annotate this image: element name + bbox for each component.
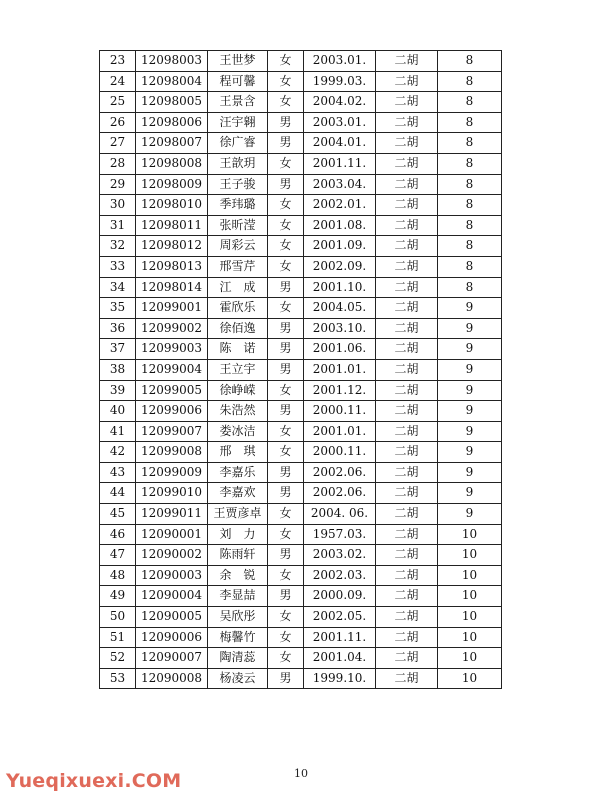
cell-grade-level: 10 — [438, 524, 502, 545]
cell-gender: 男 — [268, 586, 304, 607]
cell-serial-number: 50 — [100, 607, 136, 628]
table-row — [100, 483, 502, 504]
cell-name: 王景含 — [208, 92, 268, 113]
cell-birth-date: 2002.09. — [304, 256, 376, 277]
cell-grade-level: 10 — [438, 545, 502, 566]
cell-gender: 男 — [268, 483, 304, 504]
cell-birth-date: 2003.01. — [304, 112, 376, 133]
cell-serial-number: 51 — [100, 627, 136, 648]
cell-birth-date: 2001.01. — [304, 359, 376, 380]
cell-gender: 女 — [268, 565, 304, 586]
cell-serial-number: 30 — [100, 195, 136, 216]
cell-serial-number: 31 — [100, 215, 136, 236]
cell-exam-id: 12098003 — [136, 51, 208, 72]
cell-gender: 女 — [268, 421, 304, 442]
cell-serial-number: 53 — [100, 668, 136, 689]
cell-instrument: 二胡 — [376, 607, 438, 628]
cell-grade-level: 8 — [438, 215, 502, 236]
cell-instrument: 二胡 — [376, 380, 438, 401]
cell-grade-level: 9 — [438, 442, 502, 463]
cell-instrument: 二胡 — [376, 545, 438, 566]
cell-birth-date: 2003.04. — [304, 174, 376, 195]
cell-grade-level: 10 — [438, 668, 502, 689]
cell-exam-id: 12090004 — [136, 586, 208, 607]
cell-instrument: 二胡 — [376, 524, 438, 545]
cell-exam-id: 12090007 — [136, 648, 208, 669]
cell-gender: 女 — [268, 256, 304, 277]
cell-exam-id: 12099011 — [136, 504, 208, 525]
cell-exam-id: 12098010 — [136, 195, 208, 216]
cell-name: 娄冰洁 — [208, 421, 268, 442]
cell-serial-number: 33 — [100, 256, 136, 277]
cell-serial-number: 34 — [100, 277, 136, 298]
cell-exam-id: 12090006 — [136, 627, 208, 648]
table-row — [100, 545, 502, 566]
cell-grade-level: 10 — [438, 565, 502, 586]
cell-instrument: 二胡 — [376, 442, 438, 463]
cell-gender: 男 — [268, 668, 304, 689]
site-watermark: Yueqixuexi.COM — [6, 770, 182, 792]
cell-grade-level: 8 — [438, 277, 502, 298]
table-row — [100, 565, 502, 586]
cell-birth-date: 2000.09. — [304, 586, 376, 607]
cell-exam-id: 12099005 — [136, 380, 208, 401]
cell-name: 李显喆 — [208, 586, 268, 607]
table-row — [100, 607, 502, 628]
cell-instrument: 二胡 — [376, 51, 438, 72]
cell-grade-level: 10 — [438, 627, 502, 648]
cell-instrument: 二胡 — [376, 483, 438, 504]
cell-grade-level: 8 — [438, 195, 502, 216]
cell-name: 王立宇 — [208, 359, 268, 380]
cell-grade-level: 9 — [438, 339, 502, 360]
cell-birth-date: 2004.02. — [304, 92, 376, 113]
cell-instrument: 二胡 — [376, 627, 438, 648]
cell-name: 刘 力 — [208, 524, 268, 545]
cell-name: 陈 诺 — [208, 339, 268, 360]
cell-grade-level: 10 — [438, 648, 502, 669]
cell-name: 邢雪芹 — [208, 256, 268, 277]
cell-gender: 女 — [268, 442, 304, 463]
cell-instrument: 二胡 — [376, 256, 438, 277]
table-row — [100, 153, 502, 174]
cell-instrument: 二胡 — [376, 421, 438, 442]
cell-grade-level: 8 — [438, 153, 502, 174]
cell-grade-level: 9 — [438, 504, 502, 525]
cell-exam-id: 12099004 — [136, 359, 208, 380]
cell-name: 霍欣乐 — [208, 298, 268, 319]
cell-serial-number: 27 — [100, 133, 136, 154]
cell-serial-number: 47 — [100, 545, 136, 566]
cell-birth-date: 2004.05. — [304, 298, 376, 319]
cell-exam-id: 12090002 — [136, 545, 208, 566]
cell-birth-date: 2002.05. — [304, 607, 376, 628]
table-row — [100, 92, 502, 113]
cell-grade-level: 10 — [438, 607, 502, 628]
cell-grade-level: 10 — [438, 586, 502, 607]
cell-birth-date: 2001.09. — [304, 236, 376, 257]
cell-serial-number: 25 — [100, 92, 136, 113]
cell-gender: 男 — [268, 462, 304, 483]
cell-serial-number: 49 — [100, 586, 136, 607]
table-row — [100, 524, 502, 545]
cell-gender: 女 — [268, 236, 304, 257]
cell-instrument: 二胡 — [376, 339, 438, 360]
cell-gender: 女 — [268, 92, 304, 113]
table-row — [100, 112, 502, 133]
cell-serial-number: 38 — [100, 359, 136, 380]
cell-grade-level: 8 — [438, 112, 502, 133]
cell-instrument: 二胡 — [376, 648, 438, 669]
cell-instrument: 二胡 — [376, 359, 438, 380]
table-row — [100, 215, 502, 236]
cell-grade-level: 8 — [438, 51, 502, 72]
cell-exam-id: 12099010 — [136, 483, 208, 504]
cell-gender: 女 — [268, 607, 304, 628]
cell-exam-id: 12099001 — [136, 298, 208, 319]
cell-gender: 男 — [268, 133, 304, 154]
cell-name: 周彩云 — [208, 236, 268, 257]
cell-exam-id: 12090001 — [136, 524, 208, 545]
table-row — [100, 298, 502, 319]
table-row — [100, 51, 502, 72]
table-row — [100, 318, 502, 339]
cell-exam-id: 12098012 — [136, 236, 208, 257]
cell-name: 张昕滢 — [208, 215, 268, 236]
cell-instrument: 二胡 — [376, 298, 438, 319]
cell-gender: 男 — [268, 401, 304, 422]
cell-birth-date: 2000.11. — [304, 442, 376, 463]
cell-serial-number: 36 — [100, 318, 136, 339]
table-row — [100, 462, 502, 483]
cell-gender: 女 — [268, 648, 304, 669]
cell-instrument: 二胡 — [376, 586, 438, 607]
page-number: 10 — [294, 767, 308, 780]
cell-birth-date: 2001.06. — [304, 339, 376, 360]
table-row — [100, 339, 502, 360]
cell-gender: 女 — [268, 504, 304, 525]
cell-birth-date: 2001.04. — [304, 648, 376, 669]
cell-instrument: 二胡 — [376, 71, 438, 92]
table-row — [100, 71, 502, 92]
cell-name: 余 锐 — [208, 565, 268, 586]
cell-name: 吴欣彤 — [208, 607, 268, 628]
cell-instrument: 二胡 — [376, 215, 438, 236]
cell-exam-id: 12098006 — [136, 112, 208, 133]
cell-name: 江 成 — [208, 277, 268, 298]
cell-name: 李嘉乐 — [208, 462, 268, 483]
cell-serial-number: 52 — [100, 648, 136, 669]
cell-birth-date: 2003.10. — [304, 318, 376, 339]
cell-serial-number: 29 — [100, 174, 136, 195]
cell-name: 徐峥嵘 — [208, 380, 268, 401]
cell-exam-id: 12098005 — [136, 92, 208, 113]
cell-gender: 女 — [268, 51, 304, 72]
cell-exam-id: 12098013 — [136, 256, 208, 277]
cell-birth-date: 2001.11. — [304, 153, 376, 174]
cell-instrument: 二胡 — [376, 401, 438, 422]
cell-birth-date: 2001.10. — [304, 277, 376, 298]
cell-grade-level: 8 — [438, 256, 502, 277]
cell-serial-number: 44 — [100, 483, 136, 504]
cell-gender: 女 — [268, 627, 304, 648]
roster-table-body — [100, 51, 502, 689]
cell-birth-date: 1999.03. — [304, 71, 376, 92]
cell-name: 王子骏 — [208, 174, 268, 195]
cell-exam-id: 12090003 — [136, 565, 208, 586]
cell-exam-id: 12098008 — [136, 153, 208, 174]
cell-exam-id: 12098007 — [136, 133, 208, 154]
cell-grade-level: 8 — [438, 236, 502, 257]
table-row — [100, 359, 502, 380]
cell-serial-number: 39 — [100, 380, 136, 401]
cell-instrument: 二胡 — [376, 153, 438, 174]
cell-birth-date: 2001.01. — [304, 421, 376, 442]
cell-name: 梅馨竹 — [208, 627, 268, 648]
cell-serial-number: 42 — [100, 442, 136, 463]
cell-exam-id: 12099007 — [136, 421, 208, 442]
cell-birth-date: 2001.08. — [304, 215, 376, 236]
cell-gender: 男 — [268, 318, 304, 339]
cell-instrument: 二胡 — [376, 668, 438, 689]
cell-gender: 女 — [268, 215, 304, 236]
cell-birth-date: 2004. 06. — [304, 504, 376, 525]
cell-instrument: 二胡 — [376, 318, 438, 339]
cell-birth-date: 2001.11. — [304, 627, 376, 648]
cell-name: 程可馨 — [208, 71, 268, 92]
cell-serial-number: 26 — [100, 112, 136, 133]
cell-serial-number: 45 — [100, 504, 136, 525]
cell-grade-level: 9 — [438, 380, 502, 401]
cell-serial-number: 46 — [100, 524, 136, 545]
cell-serial-number: 43 — [100, 462, 136, 483]
cell-gender: 男 — [268, 545, 304, 566]
table-row — [100, 648, 502, 669]
cell-serial-number: 35 — [100, 298, 136, 319]
cell-gender: 女 — [268, 380, 304, 401]
cell-grade-level: 9 — [438, 483, 502, 504]
table-row — [100, 277, 502, 298]
table-row — [100, 256, 502, 277]
cell-exam-id: 12090008 — [136, 668, 208, 689]
table-row — [100, 174, 502, 195]
cell-grade-level: 8 — [438, 71, 502, 92]
cell-instrument: 二胡 — [376, 462, 438, 483]
table-row — [100, 421, 502, 442]
cell-grade-level: 9 — [438, 462, 502, 483]
cell-instrument: 二胡 — [376, 565, 438, 586]
cell-name: 朱浩然 — [208, 401, 268, 422]
cell-gender: 男 — [268, 112, 304, 133]
cell-serial-number: 37 — [100, 339, 136, 360]
cell-exam-id: 12098011 — [136, 215, 208, 236]
cell-name: 徐佰逸 — [208, 318, 268, 339]
cell-name: 汪宇翱 — [208, 112, 268, 133]
cell-instrument: 二胡 — [376, 504, 438, 525]
cell-birth-date: 1999.10. — [304, 668, 376, 689]
cell-grade-level: 9 — [438, 401, 502, 422]
table-row — [100, 380, 502, 401]
cell-birth-date: 2002.03. — [304, 565, 376, 586]
cell-gender: 男 — [268, 359, 304, 380]
cell-instrument: 二胡 — [376, 277, 438, 298]
cell-birth-date: 2002.06. — [304, 462, 376, 483]
cell-instrument: 二胡 — [376, 92, 438, 113]
cell-grade-level: 8 — [438, 174, 502, 195]
cell-grade-level: 9 — [438, 318, 502, 339]
cell-instrument: 二胡 — [376, 236, 438, 257]
cell-name: 徐广睿 — [208, 133, 268, 154]
cell-birth-date: 2002.06. — [304, 483, 376, 504]
table-row — [100, 133, 502, 154]
cell-exam-id: 12099003 — [136, 339, 208, 360]
cell-name: 李嘉欢 — [208, 483, 268, 504]
cell-gender: 女 — [268, 195, 304, 216]
table-row — [100, 586, 502, 607]
roster-table — [99, 50, 502, 689]
cell-name: 王世梦 — [208, 51, 268, 72]
table-row — [100, 195, 502, 216]
cell-gender: 女 — [268, 298, 304, 319]
cell-exam-id: 12099006 — [136, 401, 208, 422]
cell-name: 邢 琪 — [208, 442, 268, 463]
cell-serial-number: 41 — [100, 421, 136, 442]
cell-serial-number: 32 — [100, 236, 136, 257]
table-row — [100, 668, 502, 689]
cell-instrument: 二胡 — [376, 133, 438, 154]
cell-gender: 男 — [268, 277, 304, 298]
cell-exam-id: 12098004 — [136, 71, 208, 92]
cell-grade-level: 9 — [438, 421, 502, 442]
cell-name: 王歆玥 — [208, 153, 268, 174]
cell-name: 杨凌云 — [208, 668, 268, 689]
table-row — [100, 236, 502, 257]
cell-serial-number: 23 — [100, 51, 136, 72]
cell-exam-id: 12090005 — [136, 607, 208, 628]
cell-grade-level: 8 — [438, 133, 502, 154]
cell-exam-id: 12099009 — [136, 462, 208, 483]
cell-instrument: 二胡 — [376, 174, 438, 195]
cell-grade-level: 9 — [438, 298, 502, 319]
cell-birth-date: 2001.12. — [304, 380, 376, 401]
cell-gender: 男 — [268, 339, 304, 360]
cell-instrument: 二胡 — [376, 112, 438, 133]
cell-serial-number: 28 — [100, 153, 136, 174]
cell-exam-id: 12098014 — [136, 277, 208, 298]
table-row — [100, 627, 502, 648]
cell-grade-level: 9 — [438, 359, 502, 380]
cell-gender: 男 — [268, 174, 304, 195]
cell-name: 季玮璐 — [208, 195, 268, 216]
cell-name: 王贾彦卓 — [208, 504, 268, 525]
table-row — [100, 401, 502, 422]
cell-gender: 女 — [268, 524, 304, 545]
cell-instrument: 二胡 — [376, 195, 438, 216]
cell-name: 陈雨轩 — [208, 545, 268, 566]
cell-birth-date: 2003.01. — [304, 51, 376, 72]
cell-birth-date: 1957.03. — [304, 524, 376, 545]
cell-serial-number: 24 — [100, 71, 136, 92]
cell-grade-level: 8 — [438, 92, 502, 113]
cell-gender: 女 — [268, 71, 304, 92]
cell-birth-date: 2003.02. — [304, 545, 376, 566]
cell-birth-date: 2002.01. — [304, 195, 376, 216]
cell-serial-number: 48 — [100, 565, 136, 586]
cell-exam-id: 12099002 — [136, 318, 208, 339]
cell-birth-date: 2000.11. — [304, 401, 376, 422]
cell-exam-id: 12099008 — [136, 442, 208, 463]
table-row — [100, 442, 502, 463]
cell-gender: 女 — [268, 153, 304, 174]
cell-exam-id: 12098009 — [136, 174, 208, 195]
cell-name: 陶清蕊 — [208, 648, 268, 669]
cell-serial-number: 40 — [100, 401, 136, 422]
cell-birth-date: 2004.01. — [304, 133, 376, 154]
table-row — [100, 504, 502, 525]
